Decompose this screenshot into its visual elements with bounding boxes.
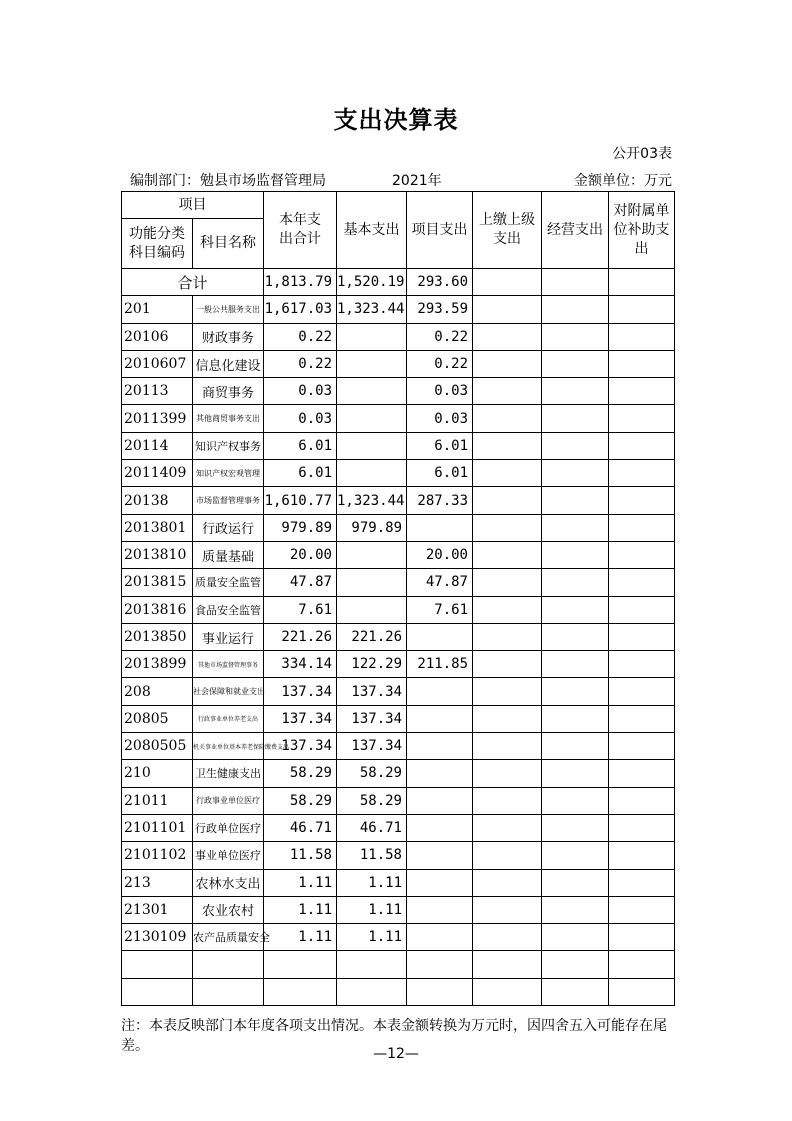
footnote: 注：本表反映部门本年度各项支出情况。本表金额转换为万元时，因四舍五入可能存在尾差。 [121, 1018, 667, 1054]
row-empty-cell [542, 487, 609, 514]
table-row [122, 787, 675, 814]
row-empty-cell [473, 323, 542, 350]
table-row [122, 405, 675, 432]
row-empty-cell [473, 460, 542, 487]
row-empty-cell [473, 787, 542, 814]
row-project [407, 869, 473, 896]
row-total: 7.61 [264, 596, 337, 623]
total-row [122, 269, 675, 296]
row-total: 6.01 [264, 460, 337, 487]
row-empty-cell [473, 760, 542, 787]
row-empty-cell [609, 705, 675, 732]
row-project: 211.85 [407, 651, 473, 678]
row-empty-cell [609, 541, 675, 568]
row-empty-cell [609, 760, 675, 787]
row-empty-cell [542, 569, 609, 596]
row-code: 2101102 [122, 842, 193, 869]
table-row [122, 760, 675, 787]
row-empty-cell [609, 787, 675, 814]
row-total: 11.58 [264, 842, 337, 869]
row-empty-cell [542, 460, 609, 487]
row-empty-cell [542, 296, 609, 323]
row-empty-cell [473, 296, 542, 323]
row-basic: 1,323.44 [337, 296, 407, 323]
header-upper: 上缴上级支出 [473, 192, 542, 269]
row-empty-cell [473, 569, 542, 596]
row-empty-cell [473, 733, 542, 760]
row-basic: 11.58 [337, 842, 407, 869]
row-name: 财政事务 [193, 323, 264, 350]
table-row [122, 432, 675, 459]
table-row [122, 460, 675, 487]
row-total: 47.87 [264, 569, 337, 596]
row-empty-cell [473, 842, 542, 869]
year-label: 2021年 [392, 173, 442, 189]
row-code: 2010607 [122, 350, 193, 377]
row-code: 21011 [122, 787, 193, 814]
row-basic: 137.34 [337, 678, 407, 705]
row-code: 20805 [122, 705, 193, 732]
row-empty-cell [473, 514, 542, 541]
row-empty-cell [609, 296, 675, 323]
header-func-code: 功能分类科目编码 [122, 219, 193, 269]
row-basic [337, 350, 407, 377]
row-project [407, 705, 473, 732]
row-code: 2013815 [122, 569, 193, 596]
row-empty-cell [473, 896, 542, 923]
row-empty-cell [542, 541, 609, 568]
row-total: 334.14 [264, 651, 337, 678]
row-name: 其他市场监督管理事务 [193, 651, 264, 678]
row-project: 6.01 [407, 432, 473, 459]
table-row [122, 541, 675, 568]
row-empty-cell [473, 705, 542, 732]
row-total: 0.22 [264, 323, 337, 350]
total-label: 合计 [122, 269, 264, 296]
row-empty-cell [609, 842, 675, 869]
total-project: 293.60 [407, 269, 473, 296]
row-code: 2013816 [122, 596, 193, 623]
row-name: 事业运行 [193, 623, 264, 650]
row-total: 1,617.03 [264, 296, 337, 323]
row-empty-cell [542, 760, 609, 787]
header-subsidy: 对附属单位补助支出 [609, 192, 675, 269]
row-project: 0.03 [407, 405, 473, 432]
row-empty-cell [542, 787, 609, 814]
row-total: 1.11 [264, 896, 337, 923]
row-code: 210 [122, 760, 193, 787]
row-name: 知识产权宏观管理 [193, 460, 264, 487]
row-basic [337, 432, 407, 459]
row-empty-cell [473, 814, 542, 841]
row-empty-cell [542, 869, 609, 896]
row-total: 979.89 [264, 514, 337, 541]
row-empty-cell [609, 733, 675, 760]
row-empty-cell [542, 378, 609, 405]
row-name: 农林水支出 [193, 869, 264, 896]
row-total: 46.71 [264, 814, 337, 841]
total-amount: 1,813.79 [264, 269, 337, 296]
row-total: 1.11 [264, 869, 337, 896]
total-basic: 1,520.19 [337, 269, 407, 296]
row-basic: 1.11 [337, 869, 407, 896]
row-basic: 122.29 [337, 651, 407, 678]
row-empty-cell [609, 350, 675, 377]
row-name: 信息化建设 [193, 350, 264, 377]
table-row [122, 924, 675, 951]
row-basic: 46.71 [337, 814, 407, 841]
row-total: 58.29 [264, 760, 337, 787]
table-row [122, 514, 675, 541]
row-total: 137.34 [264, 705, 337, 732]
row-project: 47.87 [407, 569, 473, 596]
row-total: 20.00 [264, 541, 337, 568]
row-total: 6.01 [264, 432, 337, 459]
table-row [122, 651, 675, 678]
row-name: 一般公共服务支出 [193, 296, 264, 323]
row-empty-cell [542, 350, 609, 377]
row-code: 2101101 [122, 814, 193, 841]
row-empty-cell [473, 596, 542, 623]
row-empty-cell [609, 405, 675, 432]
row-basic [337, 378, 407, 405]
row-total: 137.34 [264, 678, 337, 705]
row-empty-cell [609, 678, 675, 705]
row-empty-cell [473, 678, 542, 705]
row-basic [337, 569, 407, 596]
row-project [407, 760, 473, 787]
row-project: 6.01 [407, 460, 473, 487]
row-name: 事业单位医疗 [193, 842, 264, 869]
table-row [122, 296, 675, 323]
row-code: 20138 [122, 487, 193, 514]
row-code: 2011409 [122, 460, 193, 487]
row-code: 208 [122, 678, 193, 705]
row-empty-cell [473, 405, 542, 432]
row-empty-cell [473, 378, 542, 405]
table-row [122, 487, 675, 514]
row-empty-cell [609, 378, 675, 405]
row-empty-cell [473, 350, 542, 377]
row-empty-cell [542, 705, 609, 732]
row-code: 20113 [122, 378, 193, 405]
row-code: 201 [122, 296, 193, 323]
row-empty-cell [542, 814, 609, 841]
row-name: 机关事业单位基本养老保险缴费支出 [193, 733, 264, 760]
table-row [122, 733, 675, 760]
row-empty-cell [609, 460, 675, 487]
row-basic: 221.26 [337, 623, 407, 650]
table-row [122, 569, 675, 596]
row-empty-cell [542, 514, 609, 541]
table-row [122, 705, 675, 732]
row-empty-cell [542, 323, 609, 350]
row-empty-cell [473, 924, 542, 951]
row-project [407, 896, 473, 923]
row-code: 2080505 [122, 733, 193, 760]
row-empty-cell [473, 651, 542, 678]
table-row [122, 378, 675, 405]
row-name: 农产品质量安全 [193, 924, 264, 951]
row-basic [337, 460, 407, 487]
row-total: 137.34 [264, 733, 337, 760]
row-project [407, 924, 473, 951]
row-basic [337, 541, 407, 568]
row-empty-cell [473, 487, 542, 514]
row-project [407, 623, 473, 650]
row-name: 行政事业单位养老支出 [193, 705, 264, 732]
row-project: 20.00 [407, 541, 473, 568]
row-empty-cell [609, 869, 675, 896]
blank-row [122, 951, 675, 978]
row-project [407, 733, 473, 760]
table-row [122, 869, 675, 896]
row-empty-cell [609, 432, 675, 459]
page-title: 支出决算表 [333, 106, 459, 134]
header-total: 本年支出合计 [264, 192, 337, 269]
row-name: 行政运行 [193, 514, 264, 541]
row-name: 商贸事务 [193, 378, 264, 405]
row-total: 1,610.77 [264, 487, 337, 514]
row-empty-cell [473, 541, 542, 568]
row-empty-cell [542, 596, 609, 623]
row-empty-cell [542, 733, 609, 760]
row-basic: 1.11 [337, 896, 407, 923]
row-basic: 1.11 [337, 924, 407, 951]
table-row [122, 814, 675, 841]
row-basic: 137.34 [337, 705, 407, 732]
row-empty-cell [542, 896, 609, 923]
row-empty-cell [542, 678, 609, 705]
row-total: 0.22 [264, 350, 337, 377]
row-empty-cell [609, 814, 675, 841]
blank-row [122, 978, 675, 1005]
row-basic [337, 596, 407, 623]
row-basic: 58.29 [337, 760, 407, 787]
row-empty-cell [609, 896, 675, 923]
header-subject-name: 科目名称 [193, 219, 264, 269]
header-item: 项目 [122, 192, 264, 219]
row-basic [337, 323, 407, 350]
row-code: 213 [122, 869, 193, 896]
row-total: 221.26 [264, 623, 337, 650]
table-row [122, 896, 675, 923]
row-empty-cell [542, 432, 609, 459]
row-project [407, 514, 473, 541]
row-name: 社会保障和就业支出 [193, 678, 264, 705]
row-name: 质量基础 [193, 541, 264, 568]
table-row [122, 678, 675, 705]
row-code: 20114 [122, 432, 193, 459]
row-name: 质量安全监管 [193, 569, 264, 596]
header-project: 项目支出 [407, 192, 473, 269]
row-empty-cell [609, 514, 675, 541]
form-number: 公开03表 [612, 146, 672, 162]
row-project: 293.59 [407, 296, 473, 323]
header-business: 经营支出 [542, 192, 609, 269]
page-number: —12— [373, 1046, 419, 1062]
row-basic: 58.29 [337, 787, 407, 814]
row-project [407, 814, 473, 841]
row-name: 其他商贸事务支出 [193, 405, 264, 432]
row-empty-cell [542, 623, 609, 650]
row-empty-cell [473, 623, 542, 650]
row-name: 行政事业单位医疗 [193, 787, 264, 814]
row-name: 食品安全监管 [193, 596, 264, 623]
table-row [122, 623, 675, 650]
row-project [407, 842, 473, 869]
table-row [122, 596, 675, 623]
row-empty-cell [542, 651, 609, 678]
row-name: 知识产权事务 [193, 432, 264, 459]
row-project: 0.03 [407, 378, 473, 405]
row-name: 行政单位医疗 [193, 814, 264, 841]
row-empty-cell [542, 924, 609, 951]
row-code: 20106 [122, 323, 193, 350]
department-label: 编制部门：勉县市场监督管理局 [130, 173, 326, 189]
row-empty-cell [609, 487, 675, 514]
row-code: 2013899 [122, 651, 193, 678]
row-basic [337, 405, 407, 432]
row-name: 市场监督管理事务 [193, 487, 264, 514]
row-code: 2130109 [122, 924, 193, 951]
header-basic: 基本支出 [337, 192, 407, 269]
row-basic: 979.89 [337, 514, 407, 541]
row-empty-cell [609, 596, 675, 623]
row-empty-cell [473, 432, 542, 459]
row-empty-cell [609, 651, 675, 678]
row-empty-cell [542, 405, 609, 432]
table-row [122, 350, 675, 377]
row-name: 卫生健康支出 [193, 760, 264, 787]
row-empty-cell [473, 869, 542, 896]
row-project: 0.22 [407, 323, 473, 350]
unit-label: 金额单位：万元 [574, 173, 672, 189]
row-empty-cell [609, 623, 675, 650]
row-basic: 137.34 [337, 733, 407, 760]
row-empty-cell [609, 924, 675, 951]
row-project [407, 787, 473, 814]
row-code: 2013810 [122, 541, 193, 568]
table-row [122, 842, 675, 869]
row-code: 2011399 [122, 405, 193, 432]
row-total: 0.03 [264, 405, 337, 432]
row-total: 58.29 [264, 787, 337, 814]
row-project: 0.22 [407, 350, 473, 377]
row-total: 0.03 [264, 378, 337, 405]
row-code: 2013801 [122, 514, 193, 541]
table-row [122, 323, 675, 350]
row-empty-cell [609, 569, 675, 596]
row-project [407, 678, 473, 705]
row-project: 7.61 [407, 596, 473, 623]
row-empty-cell [609, 323, 675, 350]
row-project: 287.33 [407, 487, 473, 514]
row-code: 2013850 [122, 623, 193, 650]
row-code: 21301 [122, 896, 193, 923]
row-empty-cell [542, 842, 609, 869]
row-name: 农业农村 [193, 896, 264, 923]
row-total: 1.11 [264, 924, 337, 951]
expenditure-table [121, 191, 675, 1006]
row-basic: 1,323.44 [337, 487, 407, 514]
